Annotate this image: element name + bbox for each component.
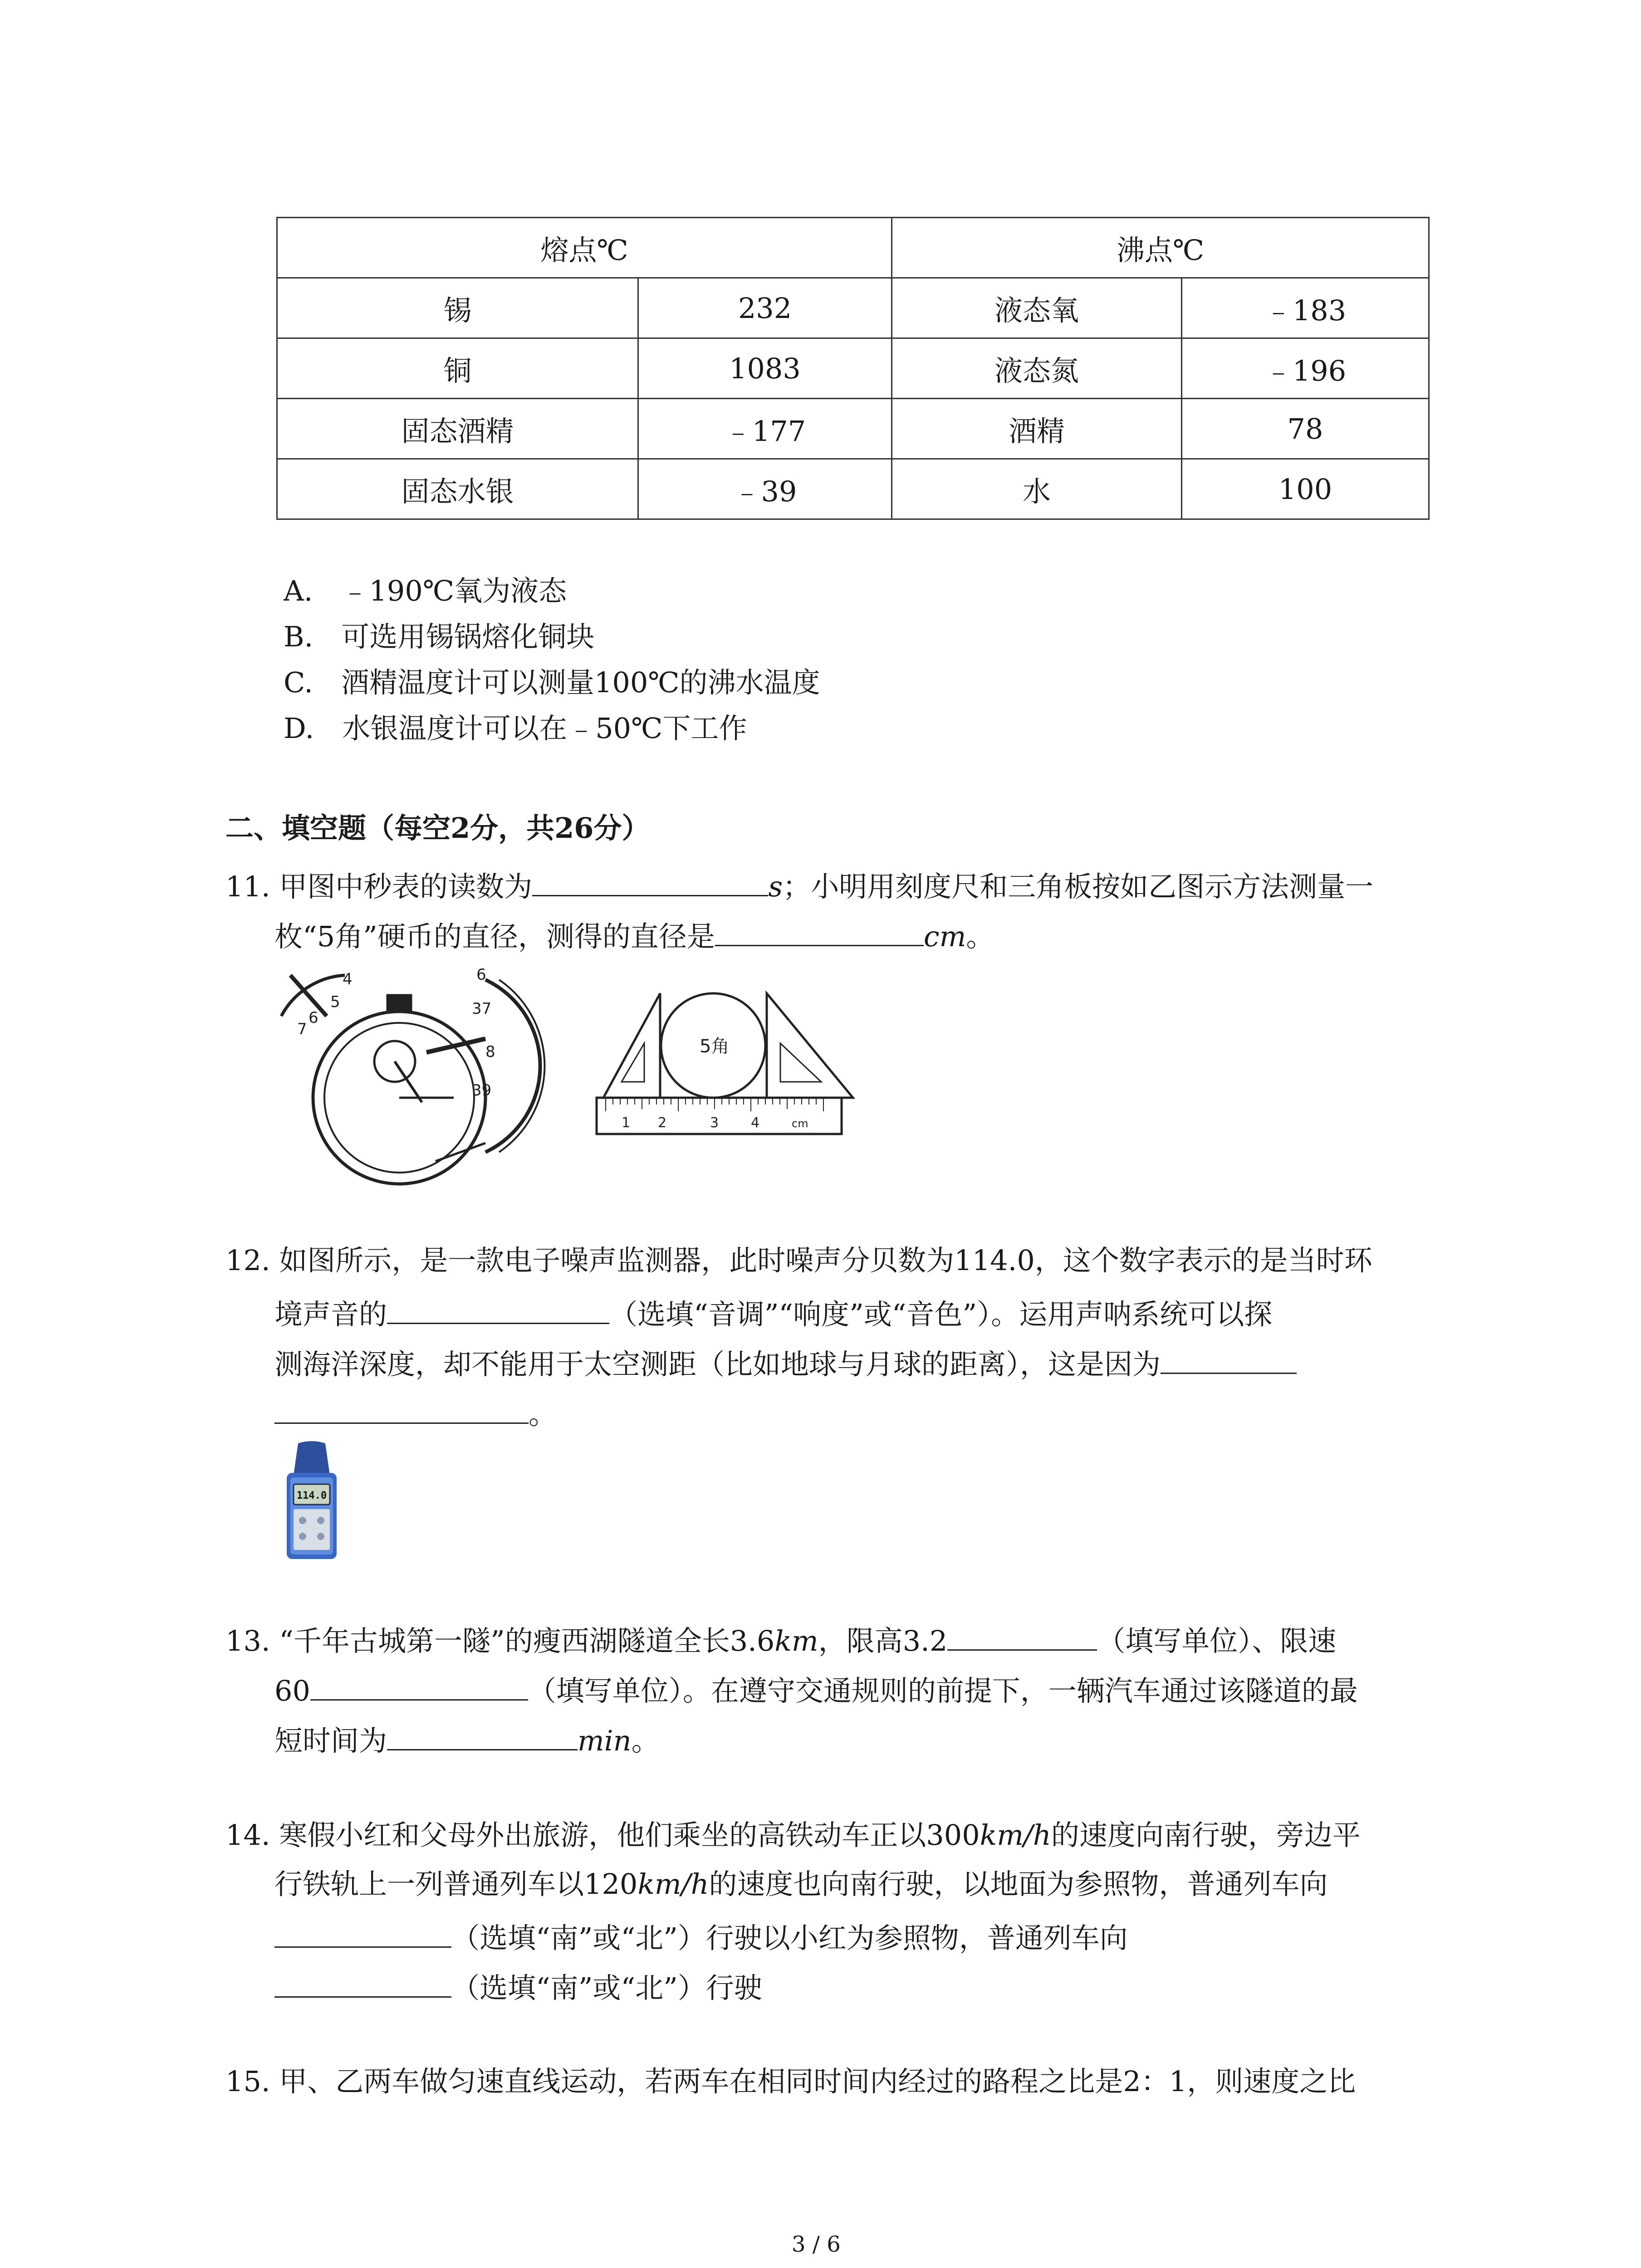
q14-line3 (274, 1920, 1128, 1955)
table-cell: 78 (1182, 399, 1429, 459)
q11-unit-cm: cm (923, 920, 966, 953)
q14-line1 (225, 1818, 1361, 1852)
table-cell: 1083 (638, 338, 892, 399)
q14-blank-1[interactable] (274, 1920, 451, 1948)
q12-blank-1[interactable] (387, 1296, 609, 1324)
table-cell: ﹣39 (638, 459, 892, 519)
table-cell: 液态氮 (892, 338, 1182, 399)
q13-unit-km: km (774, 1624, 818, 1657)
table-cell: 固态水银 (277, 459, 638, 519)
table-cell: ﹣196 (1182, 338, 1429, 399)
q14-line4 (274, 1970, 762, 2002)
q14-blank-2[interactable] (274, 1970, 451, 1998)
q13-text-d: 60 (274, 1674, 310, 1707)
q11-blank-2[interactable] (715, 919, 924, 946)
q13-text-c: （填写单位）、限速 (1097, 1624, 1337, 1657)
q15-line1: 15. 甲、乙两车做匀速直线运动，若两车在相同时间内经过的路程之比是2：1，则速度之比 (225, 2065, 1356, 2098)
q13-line2 (274, 1673, 1358, 1705)
table-cell: 液态氧 (892, 278, 1182, 338)
q14-unit-1: km/h (980, 1818, 1051, 1852)
table-cell: 锡 (277, 278, 638, 338)
q14-text-f: （选填“南”或“北”）行驶 (451, 1971, 762, 2004)
q11-text-b: ；小明用刻度尺和三角板按如乙图示方法测量一 (783, 870, 1374, 903)
table-cell: 固态酒精 (277, 399, 638, 459)
option-c: C. 酒精温度计可以测量100℃的沸水温度 (284, 666, 820, 699)
q11-blank-1[interactable] (532, 869, 768, 896)
noise-meter-reading: 114.0 (296, 1490, 327, 1501)
q13-text-g: 。 (631, 1724, 660, 1757)
ruler-number: 4 (751, 1115, 760, 1131)
q12-blank-2a[interactable] (1161, 1346, 1297, 1374)
table-cell: 100 (1182, 459, 1429, 519)
fig-scale-number: 39 (472, 1081, 492, 1100)
q12-line1: 12. 如图所示，是一款电子噪声监测器，此时噪声分贝数为114.0，这个数字表示的是当时环 (225, 1244, 1372, 1277)
ruler-number: 2 (658, 1115, 667, 1131)
q14-text-b: 的速度向南行驶，旁边平 (1051, 1818, 1361, 1852)
q12-line4 (274, 1396, 557, 1431)
q14-text-d: 的速度也向南行驶，以地面为参照物，普通列车向 (709, 1867, 1328, 1901)
table-cell: ﹣177 (638, 399, 892, 459)
q12-text-c: 测海洋深度，却不能用于太空测距（比如地球与月球的距离），这是因为 (274, 1348, 1161, 1381)
q12-blank-2b[interactable] (274, 1396, 529, 1424)
q12-text-b: （选填“音调”“响度”或“音色”）。运用声呐系统可以探 (609, 1298, 1273, 1331)
q11-line1 (225, 869, 1373, 901)
fig-scale-number: 6 (476, 966, 486, 984)
stopwatch-figure (272, 962, 554, 1198)
table-row (277, 399, 1429, 459)
header-boiling: 沸点℃ (892, 218, 1429, 278)
table-cell: 水 (892, 459, 1182, 519)
fig-scale-number: 5 (330, 993, 340, 1011)
q12-text-a: 境声音的 (274, 1298, 387, 1331)
q11-text-a: 11. 甲图中秒表的读数为 (225, 870, 533, 903)
fig-scale-number: 37 (472, 1000, 492, 1018)
q14-text-a: 14. 寒假小红和父母外出旅游，他们乘坐的高铁动车正以300 (225, 1818, 980, 1852)
q13-text-a: 13. “千年古城第一隧”的瘦西湖隧道全长3.6 (225, 1624, 775, 1657)
page-number: 3 / 6 (792, 2232, 841, 2257)
noise-meter-image (278, 1439, 346, 1561)
q13-text-b: ，限高3.2 (818, 1624, 948, 1657)
section-title: 二、填空题（每空2分，共26分） (225, 811, 650, 845)
ruler-unit: cm (792, 1117, 808, 1130)
melting-boiling-table (276, 217, 1430, 520)
fig-scale-number: 7 (297, 1020, 307, 1038)
table-row (277, 278, 1429, 338)
q13-blank-1[interactable] (947, 1623, 1097, 1651)
table-cell: 铜 (277, 338, 638, 399)
q13-text-e: （填写单位）。在遵守交通规则的前提下，一辆汽车通过该隧道的最 (528, 1674, 1358, 1707)
q12-line2 (274, 1296, 1272, 1329)
coin-ruler-figure (594, 966, 867, 1139)
q13-unit-min: min (578, 1724, 632, 1757)
q14-text-e: （选填“南”或“北”）行驶以小红为参照物，普通列车向 (451, 1921, 1128, 1955)
q13-blank-3[interactable] (387, 1723, 578, 1750)
q13-text-f: 短时间为 (274, 1724, 387, 1757)
header-melting: 熔点℃ (277, 218, 892, 278)
q13-blank-2[interactable] (310, 1673, 528, 1701)
option-a: A. ﹣190℃氧为液态 (284, 574, 567, 607)
table-cell: ﹣183 (1182, 278, 1429, 338)
table-row (277, 338, 1429, 399)
table-cell: 酒精 (892, 399, 1182, 459)
ruler-number: 3 (710, 1115, 719, 1131)
q14-text-c: 行铁轨上一列普通列车以120 (274, 1867, 638, 1901)
q11-line2 (274, 919, 994, 951)
q11-text-d: 。 (966, 920, 994, 953)
q13-line3 (274, 1723, 660, 1755)
fig-scale-number: 8 (485, 1043, 495, 1061)
coin-label: 5角 (700, 1036, 730, 1057)
q12-line3 (274, 1346, 1297, 1381)
q11-text-c: 枚“5角”硬币的直径，测得的直径是 (274, 920, 715, 953)
option-b: B. 可选用锡锅熔化铜块 (284, 620, 595, 653)
fig-scale-number: 4 (343, 970, 353, 988)
q14-unit-2: km/h (637, 1867, 709, 1901)
q12-text-d: 。 (529, 1398, 557, 1431)
q13-line1 (225, 1623, 1336, 1655)
ruler-number: 1 (622, 1115, 631, 1131)
table-row (277, 459, 1429, 519)
q11-unit-s: s (768, 870, 783, 903)
table-cell: 232 (638, 278, 892, 338)
fig-scale-number: 6 (309, 1009, 318, 1027)
q14-line2 (274, 1867, 1328, 1901)
option-d: D. 水银温度计可以在﹣50℃下工作 (284, 712, 747, 745)
